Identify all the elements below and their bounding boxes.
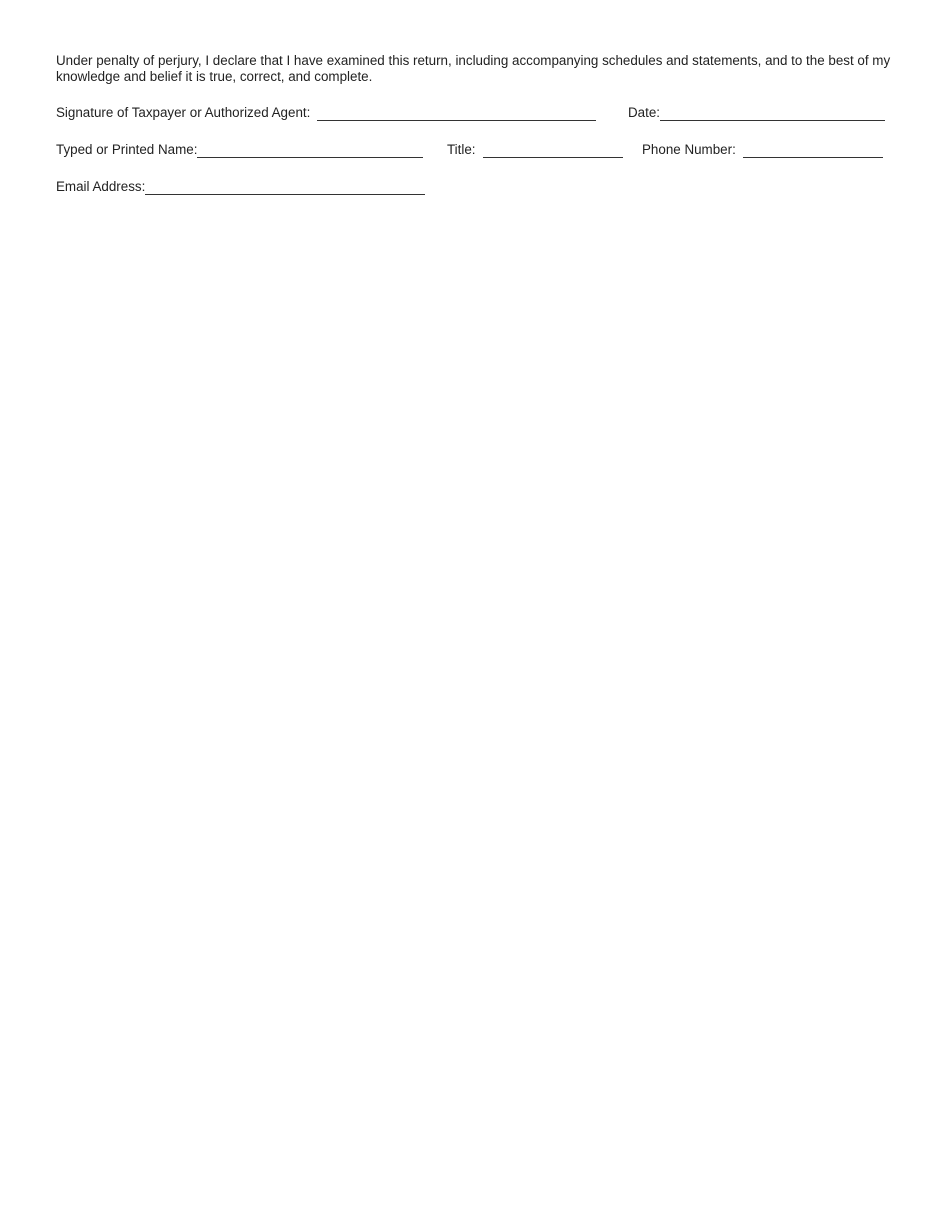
date-input[interactable] <box>660 106 885 121</box>
email-label: Email Address: <box>56 179 146 194</box>
date-label: Date: <box>628 105 661 120</box>
signature-input[interactable] <box>317 106 596 121</box>
title-label: Title: <box>447 142 476 157</box>
email-input[interactable] <box>145 180 425 195</box>
printed-name-label: Typed or Printed Name: <box>56 142 198 157</box>
signature-field-group <box>56 105 596 121</box>
date-field-group <box>628 105 885 121</box>
signature-label: Signature of Taxpayer or Authorized Agent: <box>56 105 311 120</box>
phone-label: Phone Number: <box>642 142 736 157</box>
phone-input[interactable] <box>743 143 883 158</box>
title-field-group <box>447 142 623 158</box>
title-input[interactable] <box>483 143 623 158</box>
printed-name-field-group <box>56 142 423 158</box>
perjury-declaration: Under penalty of perjury, I declare that I have examined this return, including accompanying schedules and statements, and to the best of my knowledge and belief it is true, correct, and complete. <box>56 53 891 84</box>
phone-field-group <box>642 142 883 158</box>
email-field-group <box>56 179 425 195</box>
printed-name-input[interactable] <box>197 143 423 158</box>
